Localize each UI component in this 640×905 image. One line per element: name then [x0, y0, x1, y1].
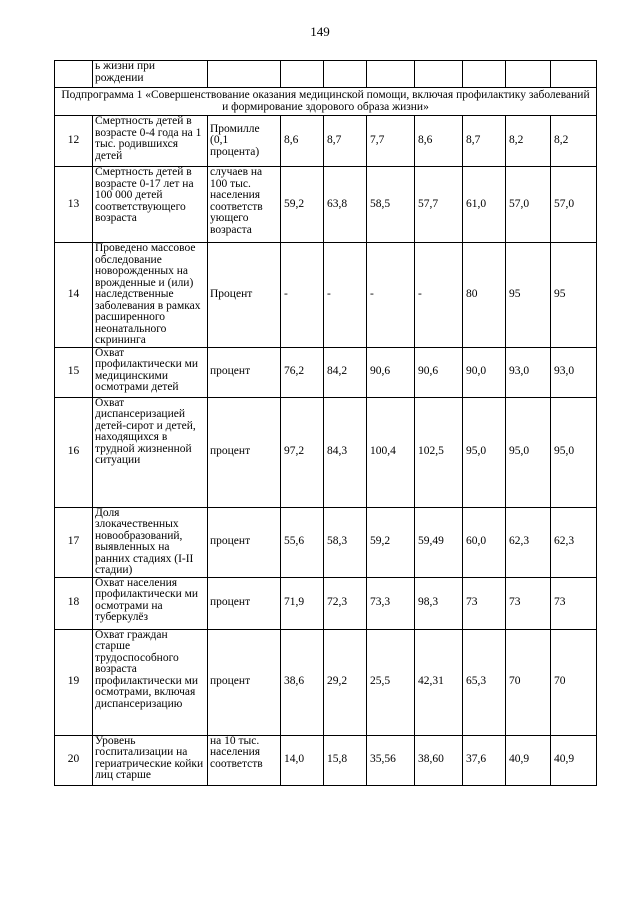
table-row [55, 577, 597, 629]
value-cell: 38,6 [281, 629, 324, 735]
value-cell: 59,2 [367, 507, 415, 577]
value-cell: 40,9 [506, 735, 551, 785]
value-cell: - [324, 243, 367, 348]
table-row [55, 629, 597, 735]
value-cell: 58,5 [367, 167, 415, 243]
value-cell: 76,2 [281, 347, 324, 397]
value-cell: 100,4 [367, 397, 415, 507]
indicator-cell: Смертность детей в возрасте 0-17 лет на 100 000 детей соответствующего возраста [93, 167, 208, 243]
value-cell: - [367, 243, 415, 348]
value-cell: 8,2 [506, 116, 551, 167]
value-cell: 61,0 [463, 167, 506, 243]
value-cell: 102,5 [415, 397, 463, 507]
value-cell: 63,8 [324, 167, 367, 243]
unit-cell: процент [208, 397, 281, 507]
value-cell: 8,6 [415, 116, 463, 167]
indicator-cell: Охват граждан старше трудоспособного возраста профилактически ми осмотрами, включая диспансеризацию [93, 629, 208, 735]
value-cell: 42,31 [415, 629, 463, 735]
row-number-cell: 12 [55, 116, 93, 167]
value-cell: 90,0 [463, 347, 506, 397]
value-cell: 40,9 [551, 735, 597, 785]
value-cell: 90,6 [415, 347, 463, 397]
row-number-cell: 19 [55, 629, 93, 735]
unit-cell: процент [208, 577, 281, 629]
value-cell: 55,6 [281, 507, 324, 577]
value-cell: 71,9 [281, 577, 324, 629]
table-row [55, 347, 597, 397]
value-cell: 8,7 [463, 116, 506, 167]
unit-cell: процент [208, 629, 281, 735]
table-row [55, 61, 597, 88]
value-cell: - [281, 243, 324, 348]
unit-cell: процент [208, 507, 281, 577]
value-cell: 93,0 [551, 347, 597, 397]
value-cell: 25,5 [367, 629, 415, 735]
page-number: 149 [310, 24, 330, 39]
value-cell: 29,2 [324, 629, 367, 735]
value-cell: 95,0 [463, 397, 506, 507]
value-cell: 73 [463, 577, 506, 629]
indicator-cell: Доля злокачественных новообразований, выявленных на ранних стадиях (I-II стадии) [93, 507, 208, 577]
value-cell: 73,3 [367, 577, 415, 629]
table-row [55, 735, 597, 785]
value-cell: 98,3 [415, 577, 463, 629]
value-cell: 72,3 [324, 577, 367, 629]
value-cell: 70 [506, 629, 551, 735]
row-number-cell: 13 [55, 167, 93, 243]
value-cell: 73 [506, 577, 551, 629]
row-number-cell: 20 [55, 735, 93, 785]
value-cell: 58,3 [324, 507, 367, 577]
indicator-cell: Охват профилактически ми медицинскими осмотрами детей [93, 347, 208, 397]
unit-cell: случаев на 100 тыс. населения соответств ующего возраста [208, 167, 281, 243]
indicator-cell: Смертность детей в возрасте 0-4 года на 1 тыс. родившихся детей [93, 116, 208, 167]
table-row [55, 116, 597, 167]
value-cell: 70 [551, 629, 597, 735]
value-cell: 8,6 [281, 116, 324, 167]
value-cell: 62,3 [551, 507, 597, 577]
indicator-cell: Уровень госпитализации на гериатрические койки лиц старше [93, 735, 208, 785]
value-cell: 59,2 [281, 167, 324, 243]
value-cell: 84,3 [324, 397, 367, 507]
table-row [55, 167, 597, 243]
value-cell: 97,2 [281, 397, 324, 507]
value-cell: 57,0 [551, 167, 597, 243]
unit-cell: Промилле (0,1 процента) [208, 116, 281, 167]
value-cell: 73 [551, 577, 597, 629]
indicator-cell: Охват диспансеризацией детей-сирот и детей, находящихся в трудной жизненной ситуации [93, 397, 208, 507]
value-cell: 80 [463, 243, 506, 348]
row-number-cell: 17 [55, 507, 93, 577]
row-number-cell: 15 [55, 347, 93, 397]
value-cell: 95,0 [506, 397, 551, 507]
value-cell: 35,56 [367, 735, 415, 785]
value-cell: 62,3 [506, 507, 551, 577]
value-cell: 8,7 [324, 116, 367, 167]
row-number-cell: 14 [55, 243, 93, 348]
value-cell: 84,2 [324, 347, 367, 397]
indicator-cell: Проведено массовое обследование новорожденных на врожденные и (или) наследственные заболевания в рамках расширенного неонатального скрининга [93, 243, 208, 348]
unit-cell: Процент [208, 243, 281, 348]
table-row [55, 507, 597, 577]
value-cell: 95 [506, 243, 551, 348]
value-cell: 37,6 [463, 735, 506, 785]
value-cell: 95,0 [551, 397, 597, 507]
value-cell: 7,7 [367, 116, 415, 167]
value-cell: 14,0 [281, 735, 324, 785]
value-cell: 57,0 [506, 167, 551, 243]
value-cell: 93,0 [506, 347, 551, 397]
unit-cell: на 10 тыс. населения соответств [208, 735, 281, 785]
row-number-cell: 18 [55, 577, 93, 629]
value-cell: 95 [551, 243, 597, 348]
value-cell: 15,8 [324, 735, 367, 785]
value-cell: 90,6 [367, 347, 415, 397]
value-cell: 59,49 [415, 507, 463, 577]
indicator-cell: Охват населения профилактически ми осмотрами на туберкулёз [93, 577, 208, 629]
value-cell: 8,2 [551, 116, 597, 167]
value-cell: 57,7 [415, 167, 463, 243]
value-cell: 38,60 [415, 735, 463, 785]
subprogram-title: Подпрограмма 1 «Совершенствование оказания медицинской помощи, включая профилактику заболеваний и формирование здорового образа жизни» [55, 88, 597, 116]
subprogram-row [55, 88, 597, 116]
value-cell: 60,0 [463, 507, 506, 577]
table-row [55, 397, 597, 507]
indicator-cell: ь жизни при рождении [93, 61, 208, 88]
table-row [55, 243, 597, 348]
row-number-cell: 16 [55, 397, 93, 507]
value-cell: 65,3 [463, 629, 506, 735]
indicators-table [54, 60, 597, 786]
value-cell: - [415, 243, 463, 348]
unit-cell: процент [208, 347, 281, 397]
